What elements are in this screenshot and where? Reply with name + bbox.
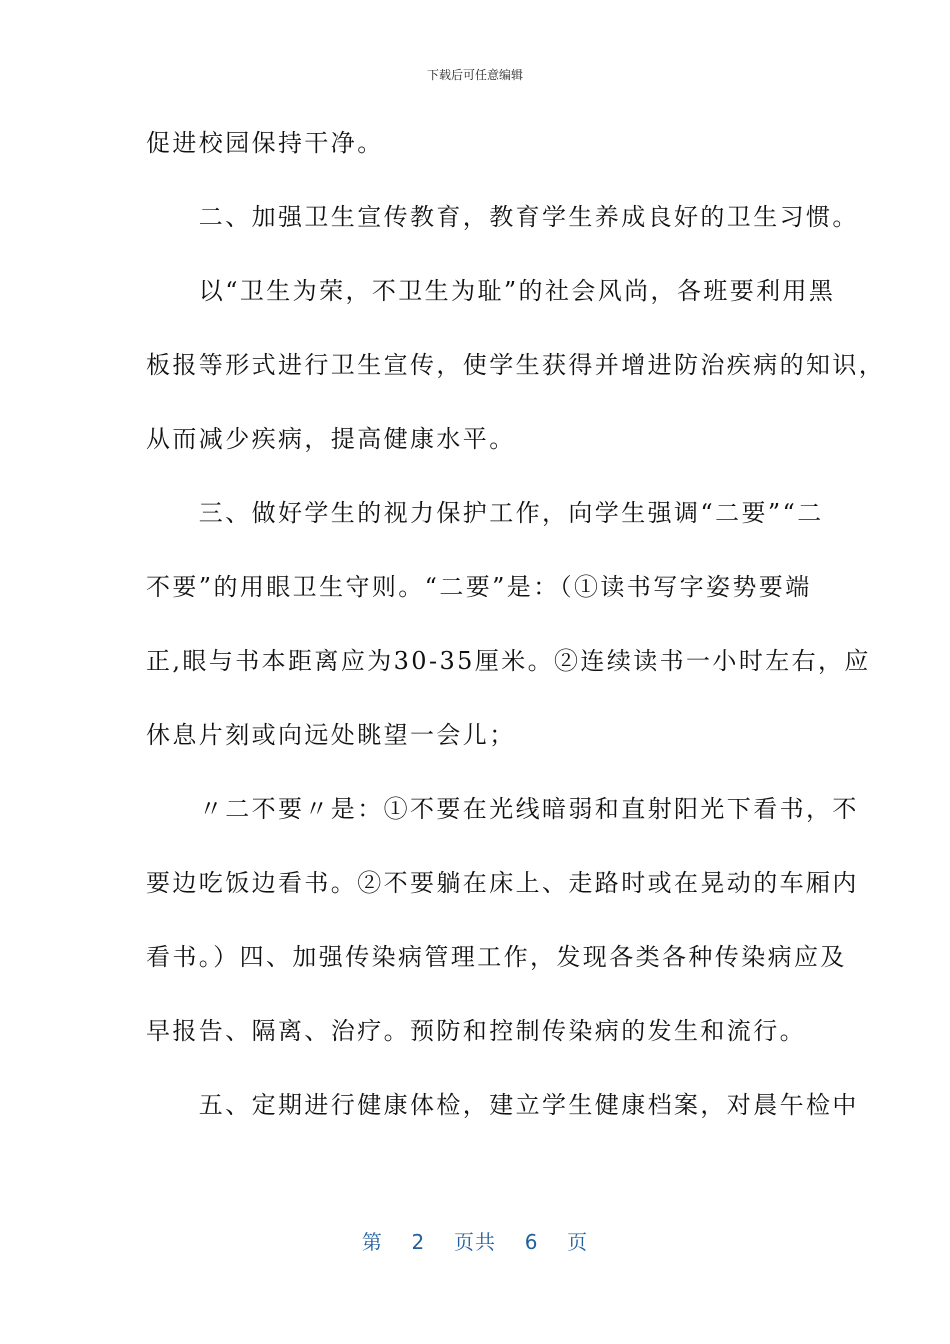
text-line: 看书。）四、加强传染病管理工作，发现各类各种传染病应及: [146, 943, 847, 971]
text-line: 板报等形式进行卫生宣传，使学生获得并增进防治疾病的知识，: [146, 351, 886, 379]
total-pages-number: 6: [524, 1230, 539, 1254]
footer-prefix: 第: [361, 1230, 383, 1254]
text-line: 五、定期进行健康体检，建立学生健康档案，对晨午检中: [146, 1091, 859, 1119]
text-line: 早报告、隔离、治疗。预防和控制传染病的发生和流行。: [146, 1017, 806, 1045]
text-line: 休息片刻或向远处眺望一会儿；: [146, 721, 516, 749]
text-line: 以“卫生为荣，不卫生为耻”的社会风尚，各班要利用黑: [146, 277, 836, 305]
text-line: 促进校园保持干净。: [146, 129, 384, 157]
text-line: 不要”的用眼卫生守则。“二要”是：（①读书写字姿势要端: [146, 573, 812, 601]
text-line: 正,眼与书本距离应为30-35厘米。②连续读书一小时左右，应: [146, 647, 871, 675]
footer-middle: 页共: [454, 1230, 496, 1254]
text-line: 要边吃饭边看书。②不要躺在床上、走路时或在晃动的车厢内: [146, 869, 859, 897]
footer-suffix: 页: [567, 1230, 589, 1254]
text-line: 〃二不要〃是：①不要在光线暗弱和直射阳光下看书，不: [146, 795, 859, 823]
page-header: 下载后可任意编辑: [426, 68, 523, 82]
text-line: 二、加强卫生宣传教育，教育学生养成良好的卫生习惯。: [146, 203, 859, 231]
text-line: 从而减少疾病，提高健康水平。: [146, 425, 516, 453]
page-number-footer: [0, 1226, 950, 1255]
current-page-number: 2: [411, 1230, 426, 1254]
text-line: 三、做好学生的视力保护工作，向学生强调“二要”“二: [146, 499, 824, 527]
